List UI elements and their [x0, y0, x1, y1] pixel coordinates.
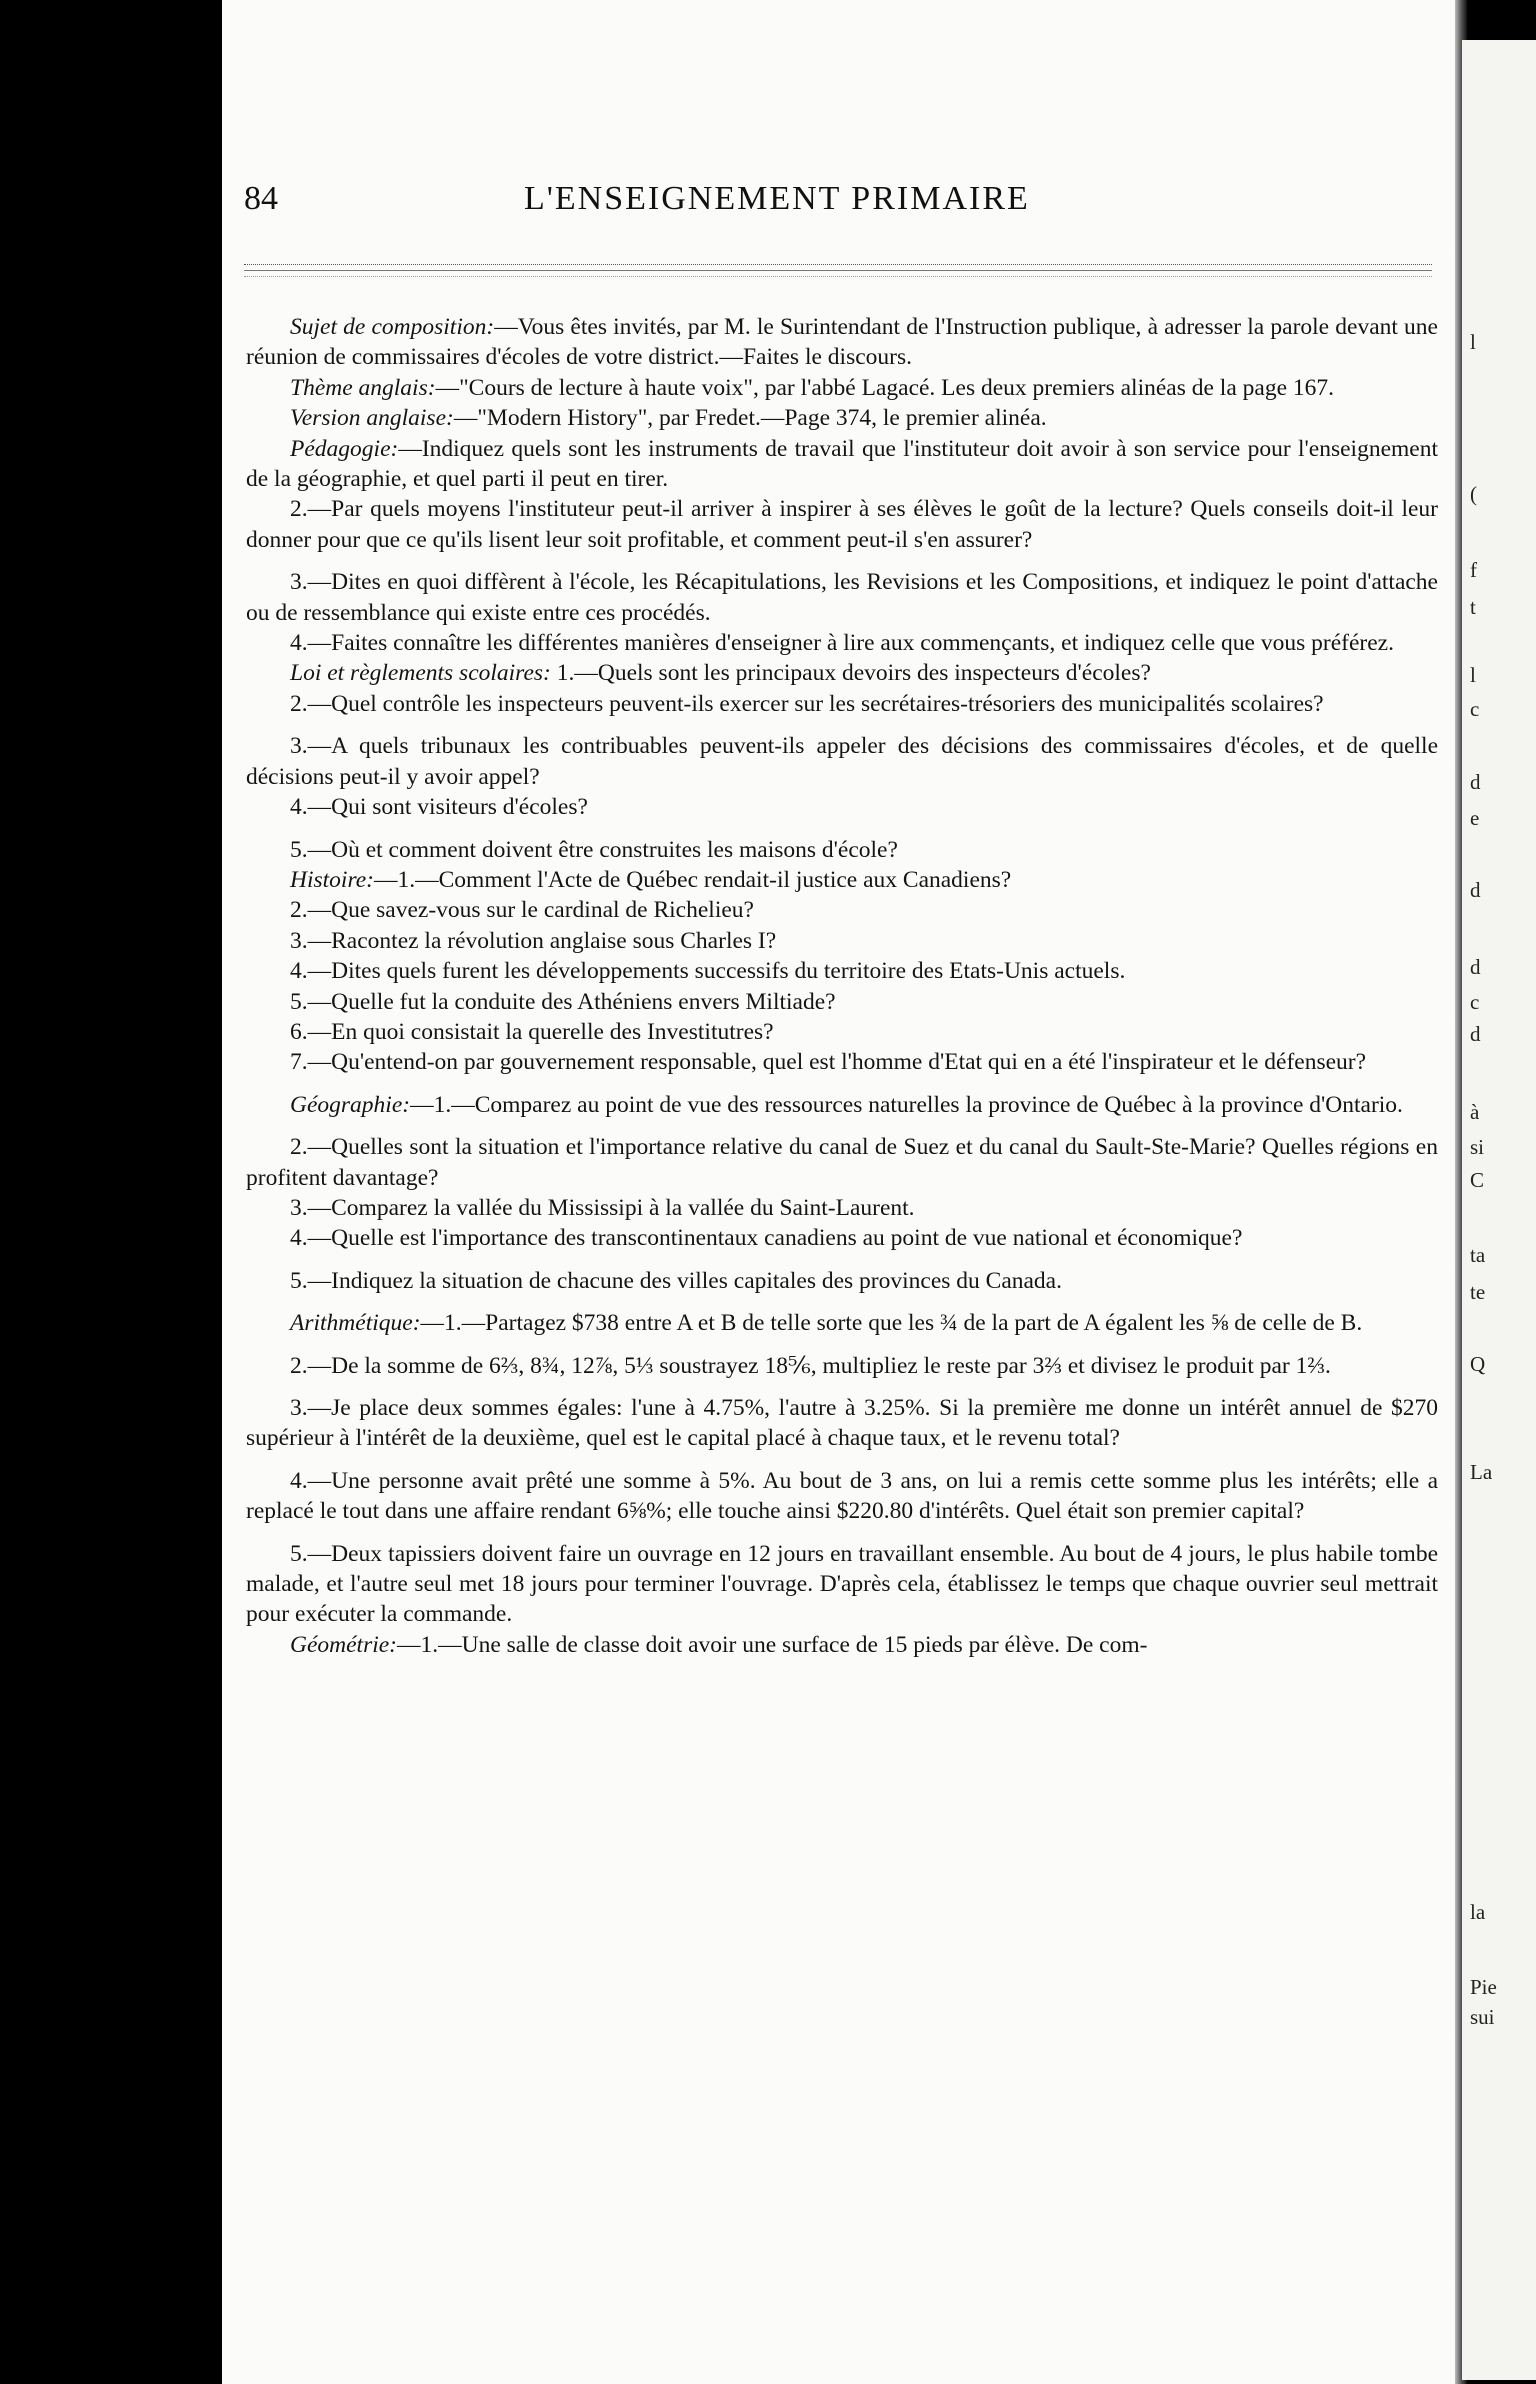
paragraph-text: —1.—Partagez $738 entre A et B de telle sorte que les ¾ de la part de A égalent les ⅝ de celle de B. [420, 1310, 1363, 1337]
paragraph [246, 865, 1438, 895]
adjacent-text-fragment: c [1470, 990, 1480, 1014]
adjacent-text-fragment: l [1470, 330, 1476, 354]
adjacent-text-fragment: l [1470, 663, 1476, 687]
paragraph [246, 628, 1438, 658]
section-label: Pédagogie: [290, 435, 399, 462]
adjacent-text-fragment: sui [1470, 2005, 1495, 2029]
paragraph-text: —Indiquez quels sont les instruments de travail que l'instituteur doit avoir à son service pour l'enseignement de la géographie, et quel parti il peut en tirer. [246, 435, 1438, 493]
paragraph-text: 6.—En quoi consistait la querelle des Investitutres? [290, 1018, 774, 1045]
adjacent-text-fragment: ( [1470, 482, 1477, 506]
adjacent-text-fragment: t [1470, 595, 1476, 619]
header-rule [244, 270, 1432, 271]
adjacent-text-fragment: à [1470, 1100, 1480, 1124]
exam-questions [246, 312, 1438, 1660]
paragraph-text: 5.—Indiquez la situation de chacune des villes capitales des provinces du Canada. [290, 1267, 1062, 1294]
paragraph [246, 895, 1438, 925]
header-rule [244, 264, 1432, 265]
paragraph [246, 1466, 1438, 1527]
paragraph [246, 1223, 1438, 1253]
paragraph [246, 1090, 1438, 1120]
paragraph [246, 1351, 1438, 1381]
adjacent-page-edge [1462, 40, 1536, 2380]
section-label: Histoire: [290, 866, 374, 893]
paragraph-text: 7.—Qu'entend-on par gouvernement responsable, quel est l'homme d'Etat qui en a été l'inspirateur et le défenseur? [290, 1049, 1367, 1076]
paragraph [246, 1017, 1438, 1047]
paragraph-text: —1.—Comparez au point de vue des ressources naturelles la province de Québec à la province d'Ontario. [410, 1091, 1403, 1118]
paragraph [246, 494, 1438, 555]
paragraph [246, 1393, 1438, 1454]
paragraph-text: —Vous êtes invités, par M. le Surintendant de l'Instruction publique, à adresser la parole devant une réunion de commissaires d'écoles de votre district.—Faites le discours. [246, 314, 1438, 371]
paragraph-text: 5.—Deux tapissiers doivent faire un ouvrage en 12 jours en travaillant ensemble. Au bout de 4 jours, le plus habile tombe malade, et l'autre seul met 18 jours pour terminer l'ouvrage. D'après cela, établissez le temps que chaque ouvrier seul mettrait pour exécuter la commande. [246, 1540, 1438, 1628]
paragraph [246, 689, 1438, 719]
paragraph-text: 4.—Qui sont visiteurs d'écoles? [290, 794, 588, 821]
paragraph-text: 3.—Comparez la vallée du Mississipi à la vallée du Saint-Laurent. [290, 1194, 915, 1221]
paragraph-text: 4.—Une personne avait prêté une somme à 5%. Au bout de 3 ans, on lui a remis cette somme plus les intérêts; elle a replacé le tout dans une affaire rendant 6⅝%; elle touche ainsi $220.80 d'intérêts. Quel était son premier capital? [246, 1467, 1438, 1525]
section-label: Loi et règlements scolaires: [290, 660, 551, 687]
adjacent-text-fragment: c [1470, 697, 1480, 721]
paragraph-text: 5.—Quelle fut la conduite des Athéniens envers Miltiade? [290, 988, 836, 1015]
adjacent-text-fragment: La [1470, 1460, 1493, 1484]
paragraph [246, 1132, 1438, 1193]
page-header [244, 180, 1422, 240]
paragraph [246, 1047, 1438, 1077]
paragraph [246, 926, 1438, 956]
paragraph-text: 4.—Quelle est l'importance des transcontinentaux canadiens au point de vue national et économique? [290, 1225, 1243, 1252]
paragraph-text: 4.—Faites connaître les différentes manières d'enseigner à lire aux commençants, et indiquez celle que vous préférez. [290, 630, 1394, 657]
paragraph-text: 2.—Que savez-vous sur le cardinal de Richelieu? [290, 897, 754, 924]
section-label: Version anglaise: [290, 405, 454, 432]
paragraph-text: 4.—Dites quels furent les développements successifs du territoire des Etats-Unis actuels. [290, 958, 1126, 985]
adjacent-text-fragment: te [1470, 1280, 1486, 1304]
paragraph [246, 373, 1438, 403]
adjacent-text-fragment: Q [1470, 1352, 1486, 1376]
paragraph [246, 1630, 1438, 1660]
book-page [222, 0, 1462, 2384]
paragraph [246, 1266, 1438, 1296]
adjacent-text-fragment: C [1470, 1168, 1485, 1192]
adjacent-text-fragment: ta [1470, 1243, 1486, 1267]
paragraph-text: 2.—Par quels moyens l'instituteur peut-il arriver à inspirer à ses élèves le goût de la lecture? Quels conseils doit-il leur donner pour que ce qu'ils lisent leur soit profitable, et comment peut-il s'en assurer? [246, 496, 1438, 553]
adjacent-text-fragment: f [1470, 558, 1477, 582]
paragraph [246, 835, 1438, 865]
header-rule [244, 276, 1432, 277]
paragraph-text: 3.—Je place deux sommes égales: l'une à 4.75%, l'autre à 3.25%. Si la première me donne un intérêt annuel de $270 supérieur à l'intérêt de la deuxième, quel est le capital placé à chaque taux, et le revenu total? [246, 1395, 1438, 1452]
adjacent-text-fragment: d [1470, 955, 1481, 979]
section-label: Arithmétique: [290, 1310, 421, 1337]
adjacent-text-fragment: d [1470, 878, 1481, 902]
paragraph [246, 1539, 1438, 1630]
paragraph-text: 2.—Quelles sont la situation et l'importance relative du canal de Suez et du canal du Sault-Ste-Marie? Quelles régions en profitent davantage? [246, 1134, 1438, 1191]
paragraph-text: —1.—Comment l'Acte de Québec rendait-il justice aux Canadiens? [373, 866, 1012, 893]
adjacent-text-fragment: si [1470, 1135, 1485, 1159]
adjacent-text-fragment: d [1470, 1022, 1481, 1046]
paragraph-text: —"Modern History", par Fredet.—Page 374, le premier alinéa. [453, 405, 1047, 432]
paragraph [246, 312, 1438, 373]
adjacent-text-fragment: e [1470, 806, 1480, 830]
paragraph [246, 792, 1438, 822]
adjacent-text-fragment: la [1470, 1900, 1486, 1924]
paragraph [246, 1308, 1438, 1338]
paragraph-text: —"Cours de lecture à haute voix", par l'abbé Lagacé. Les deux premiers alinéas de la page 167. [435, 374, 1335, 401]
paragraph-text: 2.—Quel contrôle les inspecteurs peuvent-ils exercer sur les secrétaires-trésoriers des municipalités scolaires? [290, 690, 1324, 717]
paragraph [246, 434, 1438, 495]
running-title: L'ENSEIGNEMENT PRIMAIRE [524, 180, 1030, 217]
paragraph [246, 567, 1438, 628]
paragraph [246, 956, 1438, 986]
section-label: Sujet de composition: [290, 314, 495, 340]
paragraph-text: 3.—A quels tribunaux les contribuables peuvent-ils appeler des décisions des commissaires d'écoles, et de quelle décisions peut-il y avoir appel? [246, 733, 1438, 790]
paragraph-text: 2.—De la somme de 6⅔, 8¾, 12⅞, 5⅓ soustrayez 18⅚, multipliez le reste par 3⅔ et divisez le produit par 1⅔. [290, 1352, 1331, 1379]
section-label: Géométrie: [290, 1631, 398, 1658]
paragraph-text: —1.—Une salle de classe doit avoir une surface de 15 pieds par élève. De com- [397, 1631, 1148, 1658]
paragraph-text: 3.—Dites en quoi diffèrent à l'école, les Récapitulations, les Revisions et les Compositions, et indiquez le point d'attache ou de ressemblance qui existe entre ces procédés. [246, 569, 1438, 626]
section-label: Thème anglais: [290, 374, 436, 401]
paragraph [246, 658, 1438, 688]
adjacent-text-fragment: d [1470, 770, 1481, 794]
section-label: Géographie: [290, 1091, 411, 1118]
paragraph [246, 987, 1438, 1017]
adjacent-text-fragment: Pie [1470, 1975, 1497, 1999]
paragraph [246, 731, 1438, 792]
paragraph-text: 3.—Racontez la révolution anglaise sous Charles I? [290, 927, 777, 954]
paragraph [246, 403, 1438, 433]
paragraph-text: 5.—Où et comment doivent être construites les maisons d'école? [290, 836, 898, 863]
page-number: 84 [244, 180, 278, 217]
paragraph-text: 1.—Quels sont les principaux devoirs des inspecteurs d'écoles? [550, 660, 1151, 687]
paragraph [246, 1193, 1438, 1223]
